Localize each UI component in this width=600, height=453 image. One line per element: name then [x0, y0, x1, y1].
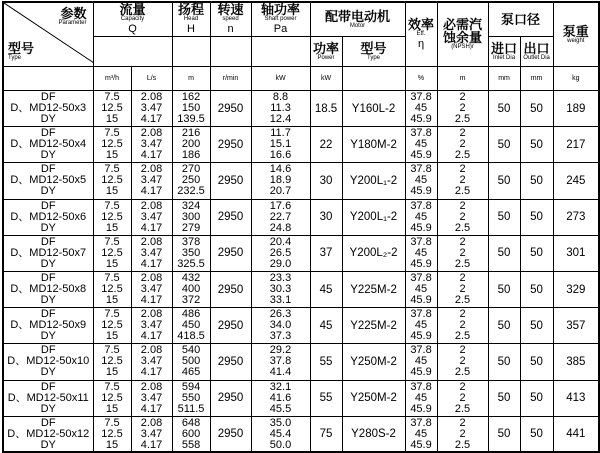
- capacity-ls-cell: 2.08 3.47 4.17: [131, 416, 172, 452]
- efficiency-cell: 37.8 45 45.9: [405, 199, 437, 235]
- speed-cell: 2950: [210, 344, 251, 380]
- unit-outlet: mm: [520, 67, 553, 91]
- inlet-cell: 50: [488, 199, 520, 235]
- head-header: 扬程 Head H: [172, 2, 210, 37]
- head-cell: 648 600 558: [172, 416, 210, 452]
- weight-cell: 357: [553, 308, 599, 344]
- head-cell: 270 250 232.5: [172, 163, 210, 199]
- weight-cell: 245: [553, 163, 599, 199]
- inlet-cell: 50: [488, 91, 520, 127]
- shaft-power-cell: 35.0 45.4 50.0: [251, 416, 310, 452]
- speed-header-spacer: [210, 37, 251, 67]
- motor-power-cell: 37: [310, 235, 342, 271]
- capacity-m3h-cell: 7.5 12.5 15: [93, 127, 131, 163]
- unit-eff: %: [405, 67, 437, 91]
- efficiency-cell: 37.8 45 45.9: [405, 380, 437, 416]
- capacity-ls-cell: 2.08 3.47 4.17: [131, 199, 172, 235]
- model-cell: DF D、MD12-50x5 DY: [3, 163, 93, 199]
- motor-power-cell: 75: [310, 416, 342, 452]
- pump-spec-table: [2, 1, 600, 453]
- capacity-m3h-cell: 7.5 12.5 15: [93, 271, 131, 307]
- weight-cell: 301: [553, 235, 599, 271]
- npsh-cell: 2 2 2.5: [437, 308, 488, 344]
- capacity-m3h-cell: 7.5 12.5 15: [93, 380, 131, 416]
- head-cell: 378 350 325.5: [172, 235, 210, 271]
- npsh-cell: 2 2 2.5: [437, 271, 488, 307]
- capacity-m3h-cell: 7.5 12.5 15: [93, 91, 131, 127]
- model-cell: DF D、MD12-50x7 DY: [3, 235, 93, 271]
- unit-inlet: mm: [488, 67, 520, 91]
- speed-cell: 2950: [210, 308, 251, 344]
- speed-cell: 2950: [210, 199, 251, 235]
- efficiency-cell: 37.8 45 45.9: [405, 344, 437, 380]
- inlet-cell: 50: [488, 271, 520, 307]
- unit-q2: L/s: [131, 67, 172, 91]
- efficiency-cell: 37.8 45 45.9: [405, 271, 437, 307]
- motor-power-cell: 30: [310, 163, 342, 199]
- inlet-cell: 50: [488, 416, 520, 452]
- head-cell: 432 400 372: [172, 271, 210, 307]
- shaft-power-cell: 26.3 34.0 37.3: [251, 308, 310, 344]
- weight-cell: 441: [553, 416, 599, 452]
- unit-weight: kg: [553, 67, 599, 91]
- shaft-power-header-spacer: [251, 37, 310, 67]
- outlet-header: 出口 Outlet Dia: [520, 37, 553, 67]
- npsh-cell: 2 2 2.5: [437, 416, 488, 452]
- weight-cell: 329: [553, 271, 599, 307]
- npsh-header: 必需汽 蚀余量 (NPSH)r: [437, 2, 488, 67]
- table-row: [3, 416, 599, 452]
- table-row: [3, 271, 599, 307]
- model-cell: DF D、MD12-50x9 DY: [3, 308, 93, 344]
- npsh-cell: 2 2 2.5: [437, 91, 488, 127]
- speed-cell: 2950: [210, 380, 251, 416]
- head-cell: 486 450 418.5: [172, 308, 210, 344]
- unit-pa: kW: [251, 67, 310, 91]
- motor-type-cell: Y180M-2: [342, 127, 405, 163]
- capacity-ls-cell: 2.08 3.47 4.17: [131, 271, 172, 307]
- shaft-power-cell: 14.6 18.9 20.7: [251, 163, 310, 199]
- efficiency-cell: 37.8 45 45.9: [405, 235, 437, 271]
- weight-cell: 189: [553, 91, 599, 127]
- shaft-power-cell: 11.7 15.1 16.6: [251, 127, 310, 163]
- model-cell: DF D、MD12-50x8 DY: [3, 271, 93, 307]
- motor-power-cell: 18.5: [310, 91, 342, 127]
- capacity-m3h-cell: 7.5 12.5 15: [93, 163, 131, 199]
- motor-type-cell: Y225M-2: [342, 308, 405, 344]
- model-cell: DF D、MD12-50x4 DY: [3, 127, 93, 163]
- outlet-cell: 50: [520, 127, 553, 163]
- motor-type-header: 型号 Type: [342, 37, 405, 67]
- shaft-power-cell: 32.1 41.6 45.5: [251, 380, 310, 416]
- unit-n: r/min: [210, 67, 251, 91]
- weight-header: 泵重 weight: [553, 2, 599, 67]
- motor-header: 配带电动机 Motor: [310, 2, 405, 37]
- capacity-ls-cell: 2.08 3.47 4.17: [131, 308, 172, 344]
- capacity-header: 流量 Capacity Q: [93, 2, 172, 37]
- motor-power-cell: 45: [310, 271, 342, 307]
- speed-header: 转速 speed n: [210, 2, 251, 37]
- speed-cell: 2950: [210, 91, 251, 127]
- model-cell: DF D、MD12-50x12 DY: [3, 416, 93, 452]
- capacity-header-spacer: [93, 37, 172, 67]
- motor-type-cell: Y160L-2: [342, 91, 405, 127]
- unit-h: m: [172, 67, 210, 91]
- efficiency-cell: 37.8 45 45.9: [405, 416, 437, 452]
- motor-power-cell: 55: [310, 344, 342, 380]
- weight-cell: 385: [553, 344, 599, 380]
- efficiency-cell: 37.8 45 45.9: [405, 91, 437, 127]
- inlet-header: 进口 Inlet Dia: [488, 37, 520, 67]
- inlet-cell: 50: [488, 127, 520, 163]
- npsh-cell: 2 2 2.5: [437, 344, 488, 380]
- table-row: [3, 91, 599, 127]
- motor-type-cell: Y250M-2: [342, 344, 405, 380]
- outlet-cell: 50: [520, 163, 553, 199]
- efficiency-cell: 37.8 45 45.9: [405, 127, 437, 163]
- head-cell: 540 500 465: [172, 344, 210, 380]
- inlet-cell: 50: [488, 308, 520, 344]
- shaft-power-cell: 17.6 22.7 24.8: [251, 199, 310, 235]
- unit-npsh: m: [437, 67, 488, 91]
- table-row: [3, 199, 599, 235]
- outlet-cell: 50: [520, 416, 553, 452]
- head-cell: 594 550 511.5: [172, 380, 210, 416]
- motor-power-cell: 45: [310, 308, 342, 344]
- npsh-cell: 2 2 2.5: [437, 199, 488, 235]
- model-cell: DF D、MD12-50x3 DY: [3, 91, 93, 127]
- outlet-cell: 50: [520, 271, 553, 307]
- efficiency-cell: 37.8 45 45.9: [405, 163, 437, 199]
- outlet-cell: 50: [520, 308, 553, 344]
- inlet-cell: 50: [488, 344, 520, 380]
- capacity-m3h-cell: 7.5 12.5 15: [93, 416, 131, 452]
- npsh-cell: 2 2 2.5: [437, 235, 488, 271]
- model-cell: DF D、MD12-50x6 DY: [3, 199, 93, 235]
- capacity-ls-cell: 2.08 3.47 4.17: [131, 91, 172, 127]
- unit-motor-type: [342, 67, 405, 91]
- motor-power-cell: 55: [310, 380, 342, 416]
- motor-type-cell: Y225M-2: [342, 271, 405, 307]
- motor-type-cell: Y250M-2: [342, 380, 405, 416]
- weight-cell: 273: [553, 199, 599, 235]
- motor-type-cell: Y200L₁-2: [342, 199, 405, 235]
- capacity-m3h-cell: 7.5 12.5 15: [93, 344, 131, 380]
- shaft-power-cell: 20.4 26.5 29.0: [251, 235, 310, 271]
- capacity-ls-cell: 2.08 3.47 4.17: [131, 235, 172, 271]
- shaft-power-cell: 23.3 30.3 33.1: [251, 271, 310, 307]
- table-row: [3, 127, 599, 163]
- capacity-ls-cell: 2.08 3.47 4.17: [131, 380, 172, 416]
- motor-power-cell: 30: [310, 199, 342, 235]
- table-row: [3, 235, 599, 271]
- outlet-cell: 50: [520, 235, 553, 271]
- efficiency-header: 效率 Eff. η: [405, 2, 437, 67]
- speed-cell: 2950: [210, 271, 251, 307]
- capacity-ls-cell: 2.08 3.47 4.17: [131, 127, 172, 163]
- model-cell: DF D、MD12-50x11 DY: [3, 380, 93, 416]
- inlet-cell: 50: [488, 163, 520, 199]
- outlet-cell: 50: [520, 344, 553, 380]
- table-body: [3, 91, 599, 453]
- weight-cell: 217: [553, 127, 599, 163]
- table-row: [3, 380, 599, 416]
- shaft-power-cell: 8.8 11.3 12.4: [251, 91, 310, 127]
- capacity-m3h-cell: 7.5 12.5 15: [93, 199, 131, 235]
- type-label: 型号 Type: [8, 41, 35, 61]
- table-row: [3, 344, 599, 380]
- unit-motor-kw: kW: [310, 67, 342, 91]
- motor-type-cell: Y200L₂-2: [342, 235, 405, 271]
- unit-q1: m³/h: [93, 67, 131, 91]
- outlet-cell: 50: [520, 91, 553, 127]
- model-cell: DF D、MD12-50x10 DY: [3, 344, 93, 380]
- speed-cell: 2950: [210, 127, 251, 163]
- type-unit-cell: [3, 67, 93, 91]
- outlet-cell: 50: [520, 380, 553, 416]
- table-row: [3, 308, 599, 344]
- param-label: 参数 Parameter: [58, 6, 87, 26]
- motor-type-cell: Y280S-2: [342, 416, 405, 452]
- npsh-cell: 2 2 2.5: [437, 380, 488, 416]
- capacity-ls-cell: 2.08 3.47 4.17: [131, 163, 172, 199]
- table-row: [3, 163, 599, 199]
- motor-power-cell: 22: [310, 127, 342, 163]
- shaft-power-header: 轴功率 Shaft power Pa: [251, 2, 310, 37]
- efficiency-cell: 37.8 45 45.9: [405, 308, 437, 344]
- weight-cell: 413: [553, 380, 599, 416]
- motor-type-cell: Y200L₁-2: [342, 163, 405, 199]
- speed-cell: 2950: [210, 416, 251, 452]
- capacity-ls-cell: 2.08 3.47 4.17: [131, 344, 172, 380]
- capacity-m3h-cell: 7.5 12.5 15: [93, 308, 131, 344]
- inlet-cell: 50: [488, 235, 520, 271]
- head-cell: 216 200 186: [172, 127, 210, 163]
- motor-power-header: 功率 Power: [310, 37, 342, 67]
- npsh-cell: 2 2 2.5: [437, 163, 488, 199]
- npsh-cell: 2 2 2.5: [437, 127, 488, 163]
- speed-cell: 2950: [210, 235, 251, 271]
- bore-header: 泵口径: [488, 2, 553, 37]
- head-header-spacer: [172, 37, 210, 67]
- inlet-cell: 50: [488, 380, 520, 416]
- head-cell: 162 150 139.5: [172, 91, 210, 127]
- param-type-header: [3, 2, 93, 67]
- head-cell: 324 300 279: [172, 199, 210, 235]
- speed-cell: 2950: [210, 163, 251, 199]
- units-row: [3, 67, 599, 91]
- capacity-m3h-cell: 7.5 12.5 15: [93, 235, 131, 271]
- shaft-power-cell: 29.2 37.8 41.4: [251, 344, 310, 380]
- outlet-cell: 50: [520, 199, 553, 235]
